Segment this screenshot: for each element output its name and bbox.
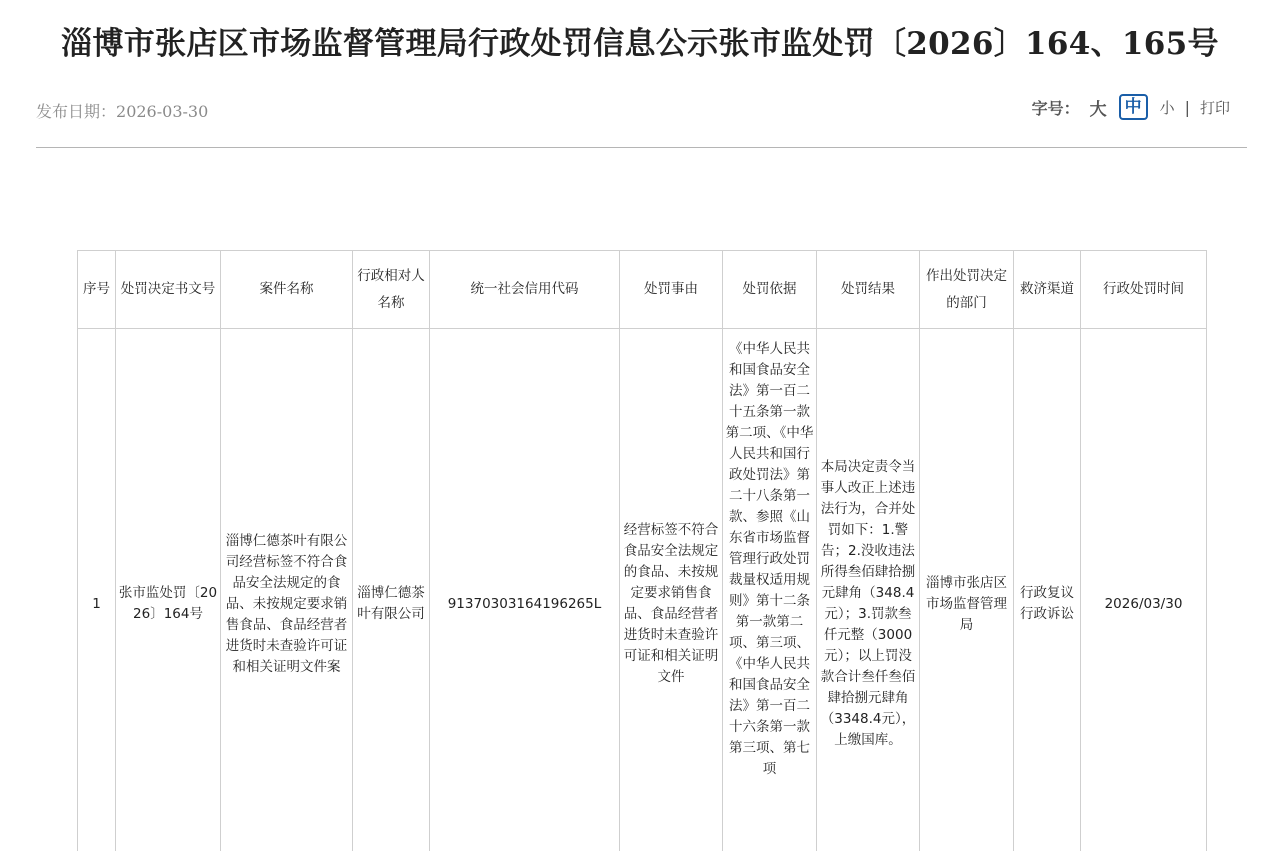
penalty-table xyxy=(77,250,1207,851)
table-header-row xyxy=(78,251,1207,329)
publish-date xyxy=(36,99,208,122)
font-size-toolbar xyxy=(1032,94,1230,120)
cell-credit-code: 91370303164196265L xyxy=(430,329,620,851)
column-header: 案件名称 xyxy=(221,251,353,329)
cell-case-name: 淄博仁德茶叶有限公司经营标签不符合食品安全法规定的食品、未按规定要求销售食品、食品经营者进货时未查验许可证和相关证明文件案 xyxy=(221,329,353,851)
cell-doc-no: 张市监处罚〔2026〕164号 xyxy=(116,329,221,851)
toolbar-separator: | xyxy=(1184,97,1190,117)
publish-date-value: 2026-03-30 xyxy=(116,102,209,121)
cell-party: 淄博仁德茶叶有限公司 xyxy=(353,329,430,851)
cell-department: 淄博市张店区市场监督管理局 xyxy=(920,329,1014,851)
cell-seq: 1 xyxy=(78,329,116,851)
column-header: 处罚决定书文号 xyxy=(116,251,221,329)
column-header: 处罚依据 xyxy=(723,251,817,329)
column-header: 行政处罚时间 xyxy=(1081,251,1207,329)
print-button[interactable]: 打印 xyxy=(1199,98,1230,117)
font-size-label: 字号： xyxy=(1031,98,1080,118)
column-header: 行政相对人名称 xyxy=(353,251,430,329)
font-medium-button[interactable]: 中 xyxy=(1119,94,1148,120)
column-header: 处罚事由 xyxy=(620,251,723,329)
header-divider xyxy=(36,147,1247,148)
cell-date: 2026/03/30 xyxy=(1081,329,1207,851)
cell-reason: 经营标签不符合食品安全法规定的食品、未按规定要求销售食品、食品经营者进货时未查验许可证和相关证明文件 xyxy=(620,329,723,851)
column-header: 处罚结果 xyxy=(817,251,920,329)
table-row xyxy=(78,329,1207,851)
cell-result: 本局决定责令当事人改正上述违法行为，合并处罚如下：1.警告；2.没收违法所得叁佰肆拾捌元肆角（348.4元）；3.罚款叁仟元整（3000元）；以上罚没款合计叁仟叁佰肆拾捌元肆角（3348.4元），上缴国库。 xyxy=(817,329,920,851)
page-title: 淄博市张店区市场监督管理局行政处罚信息公示张市监处罚〔2026〕164、165号 xyxy=(61,26,1219,62)
publish-date-label: 发布日期： xyxy=(36,102,117,121)
font-large-button[interactable]: 大 xyxy=(1089,99,1107,120)
column-header: 统一社会信用代码 xyxy=(430,251,620,329)
column-header: 作出处罚决定的部门 xyxy=(920,251,1014,329)
cell-remedy: 行政复议行政诉讼 xyxy=(1014,329,1081,851)
font-small-button[interactable]: 小 xyxy=(1159,98,1175,117)
cell-basis: 《中华人民共和国食品安全法》第一百二十五条第一款第二项、《中华人民共和国行政处罚法》第二十八条第一款、参照《山东省市场监督管理行政处罚裁量权适用规则》第十二条第一款第二项、第三项、《中华人民共和国食品安全法》第一百二十六条第一款第三项、第七项 xyxy=(723,329,817,851)
column-header: 序号 xyxy=(78,251,116,329)
column-header: 救济渠道 xyxy=(1014,251,1081,329)
